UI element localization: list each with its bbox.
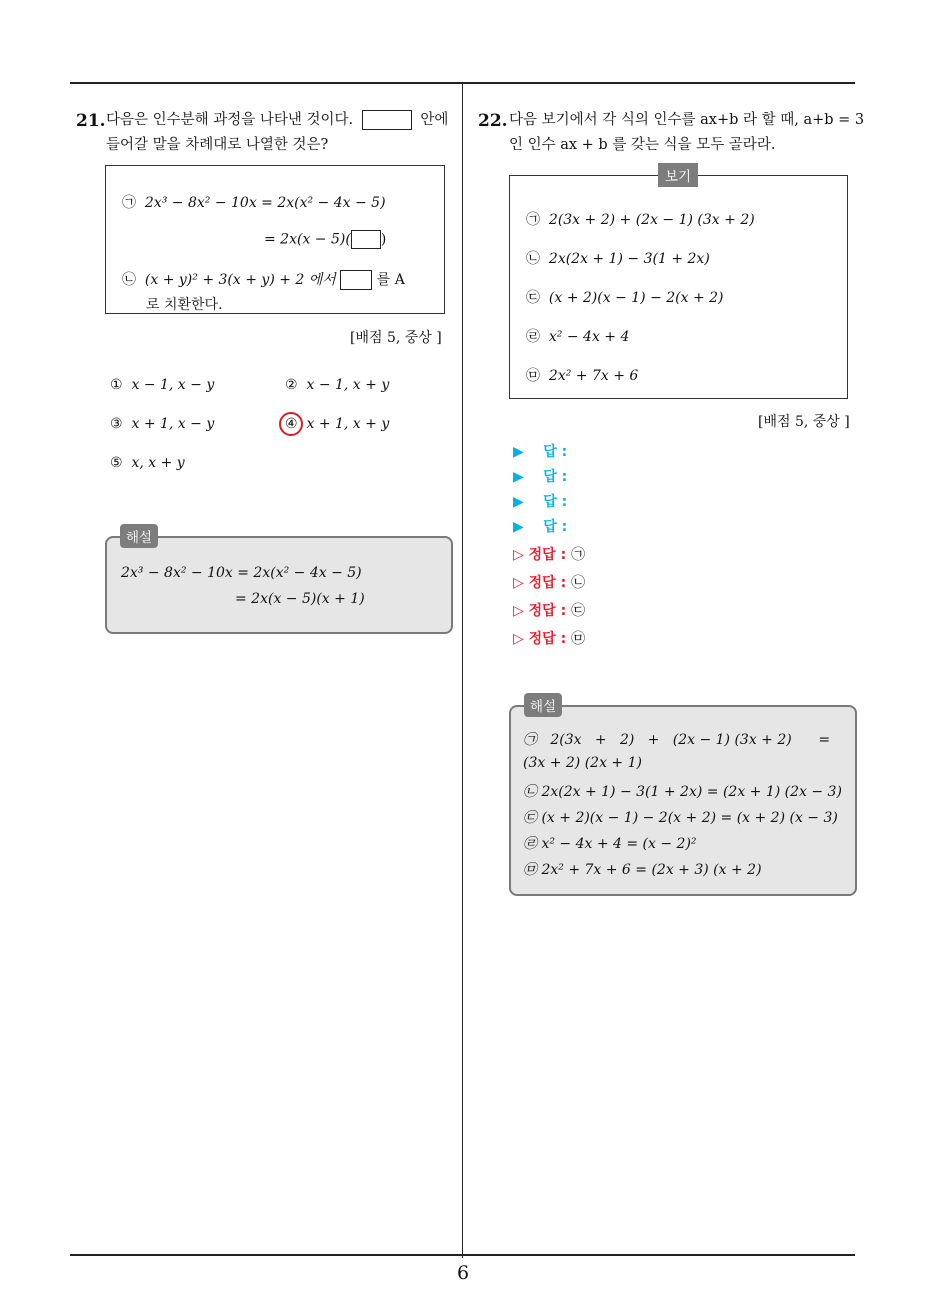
- box-row-1: ㉠ 2x³ − 8x² − 10x = 2x(x² − 4x − 5): [122, 195, 386, 211]
- explanation-line-1: ㉠ 2(3x + 2) + (2x − 1) (3x + 2) =: [523, 732, 831, 748]
- box-row-4: 로 치환한다.: [146, 297, 223, 313]
- choice-2[interactable]: ② x − 1, x + y: [285, 377, 390, 393]
- explanation-line-6: ㉤ 2x² + 7x + 6 = (2x + 3) (x + 2): [523, 862, 762, 878]
- question-21-box: [105, 165, 445, 314]
- box-row-2: = 2x(x − 5)( ): [264, 231, 387, 248]
- choice-5[interactable]: ⑤ x, x + y: [110, 455, 185, 471]
- question-22-number: 22.: [478, 111, 508, 131]
- answer-blank-4[interactable]: ▶ 답 :: [513, 519, 568, 535]
- explanation-line-4: ㉢ (x + 2)(x − 1) − 2(x + 2) = (x + 2) (x − 3): [523, 810, 838, 826]
- question-22-explanation-box: [509, 705, 857, 896]
- explanation-tag: 해설: [120, 524, 158, 548]
- box-row-3: ㉡ (x + y)² + 3(x + y) + 2 에서 를 A: [122, 272, 405, 288]
- choice-3[interactable]: ③ x + 1, x − y: [110, 416, 215, 432]
- question-22-line1: 다음 보기에서 각 식의 인수를 ax+b 라 할 때, a+b = 3: [509, 112, 865, 128]
- choice-1[interactable]: ① x − 1, x − y: [110, 377, 215, 393]
- bogi-item-5: ㉤ 2x² + 7x + 6: [526, 368, 639, 384]
- choice-4[interactable]: ④ x + 1, x + y: [285, 416, 390, 432]
- answer-blank: [340, 270, 372, 290]
- answer-blank-1[interactable]: ▶ 답 :: [513, 444, 568, 460]
- column-divider: [462, 82, 463, 1258]
- correct-answer-2: ▷ 정답 : ㉡: [513, 575, 586, 591]
- bogi-tag: 보기: [658, 163, 698, 187]
- answer-blank-3[interactable]: ▶ 답 :: [513, 494, 568, 510]
- page-number: 6: [456, 1262, 470, 1284]
- question-21-explanation-box: [105, 536, 453, 634]
- explanation-tag: 해설: [524, 693, 562, 717]
- answer-blank-2[interactable]: ▶ 답 :: [513, 469, 568, 485]
- bogi-item-2: ㉡ 2x(2x + 1) − 3(1 + 2x): [526, 251, 710, 267]
- question-21-line2: 들어갈 말을 차례대로 나열한 것은?: [106, 137, 329, 153]
- answer-blank: [351, 230, 381, 249]
- correct-answer-4: ▷ 정답 : ㉤: [513, 631, 586, 647]
- question-22-score: [배점 5, 중상 ]: [758, 414, 850, 430]
- bogi-item-3: ㉢ (x + 2)(x − 1) − 2(x + 2): [526, 290, 724, 306]
- answer-blank: [362, 110, 412, 130]
- bogi-item-1: ㉠ 2(3x + 2) + (2x − 1) (3x + 2): [526, 212, 755, 228]
- explanation-line-2: = 2x(x − 5)(x + 1): [235, 591, 365, 607]
- question-21-line1: 다음은 인수분해 과정을 나타낸 것이다. 안에: [106, 112, 449, 128]
- explanation-line-3: ㉡ 2x(2x + 1) − 3(1 + 2x) = (2x + 1) (2x − 3): [523, 784, 842, 800]
- bogi-box: [509, 175, 848, 399]
- explanation-line-2: (3x + 2) (2x + 1): [523, 755, 642, 771]
- question-21-score: [배점 5, 중상 ]: [350, 330, 442, 346]
- correct-answer-1: ▷ 정답 : ㉠: [513, 547, 586, 563]
- bogi-item-4: ㉣ x² − 4x + 4: [526, 329, 630, 345]
- explanation-line-1: 2x³ − 8x² − 10x = 2x(x² − 4x − 5): [121, 565, 362, 581]
- bottom-rule: [70, 1254, 855, 1256]
- question-21-number: 21.: [76, 111, 106, 131]
- correct-answer-3: ▷ 정답 : ㉢: [513, 603, 586, 619]
- explanation-line-5: ㉣ x² − 4x + 4 = (x − 2)²: [523, 836, 697, 852]
- question-22-line2: 인 인수 ax + b 를 갖는 식을 모두 골라라.: [509, 137, 776, 153]
